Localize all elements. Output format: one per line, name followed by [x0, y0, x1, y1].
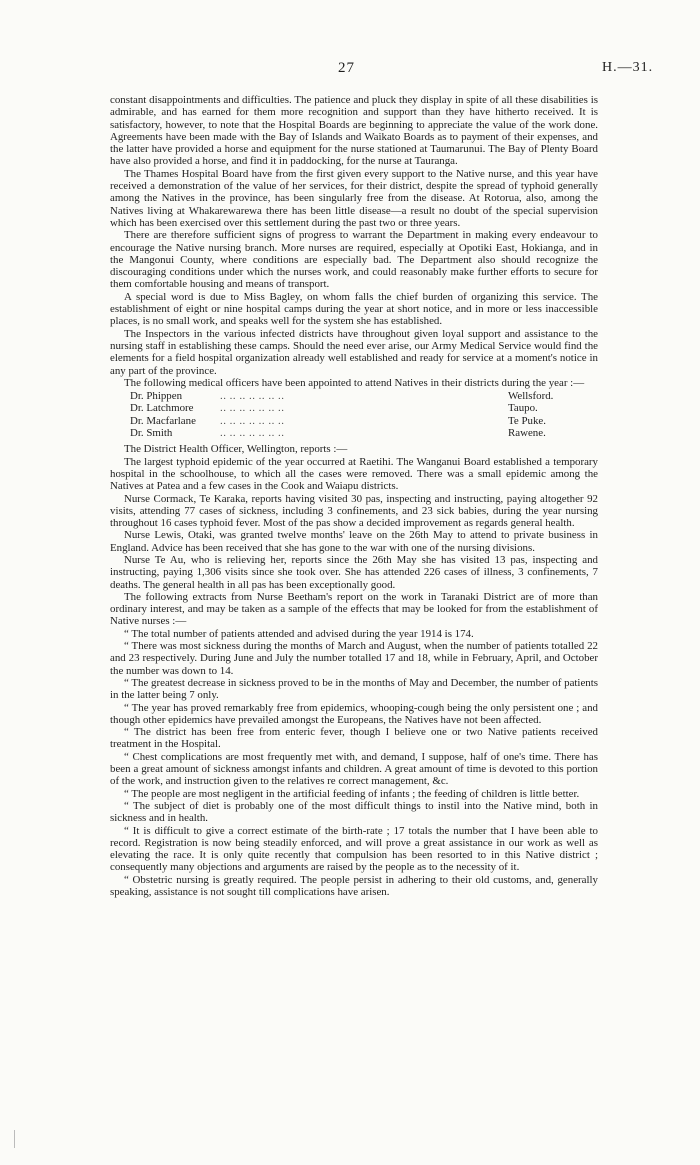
quoted-paragraph: “ The total number of patients attended and advised during the year 1914 is 174. — [124, 627, 474, 640]
paragraph: Nurse Te Au, who is relieving her, reports since the 26th May she has visited 13 pas, inspecting and instructing, paying 1,306 visits since she took over. She has attended 226 cases of illness, 3 confinements, 7 deaths. The general health in all pas has been exceptionally good. — [110, 553, 598, 591]
paragraph: The Inspectors in the various infected districts have throughout given loyal support and assistance to the nursing staff in establishing these camps. Should the need ever arise, our Army Medical Service would find the elements for a field hospital organization already well established and ready for service at a moment's notice in any part of the province. — [110, 327, 598, 377]
paragraph: The largest typhoid epidemic of the year occurred at Raetihi. The Wanganui Board established a temporary hospital in the schoolhouse, to which all the cases were removed. There was a small epidemic among the Natives at Patea and a few cases in the Cook and Waiapu districts. — [110, 455, 598, 493]
page-header — [0, 60, 700, 80]
paragraph: A special word is due to Miss Bagley, on whom falls the chief burden of organizing this service. The establishment of eight or nine hospital camps during the year at short notice, and in more or less inaccessible places, is no small work, and speaks well for the system she has established. — [110, 290, 598, 328]
medical-officers-list — [130, 390, 598, 439]
quoted-paragraph: “ The people are most negligent in the artificial feeding of infants ; the feeding of children is little better. — [124, 787, 580, 800]
quoted-paragraph: “ It is difficult to give a correct estimate of the birth-rate ; 17 totals the number that I have been able to record. Registration is now being steadily enforced, and will prove a great assistance in our work as well as elevating the race. It is only quite recently that compulsion has been resorted to in this Native district ; consequently many objections and arguments are raised by the people as to the necessity of it. — [110, 824, 598, 874]
officer-district: Te Puke. — [508, 414, 546, 427]
leader-dots: .. .. .. .. .. .. .. — [220, 390, 285, 403]
paragraph: The following medical officers have been appointed to attend Natives in their districts during the year :— — [124, 376, 585, 389]
leader-dots: .. .. .. .. .. .. .. — [220, 427, 285, 440]
quoted-paragraph: “ Chest complications are most frequently met with, and demand, I suppose, half of one's time. There has been a great amount of sickness amongst infants and children. A great amount of time is devoted to this portion of the work, and instruction given to the relatives re correct management, &c. — [110, 750, 598, 788]
officer-district: Taupo. — [508, 402, 538, 415]
paragraph: Nurse Cormack, Te Karaka, reports having visited 30 pas, inspecting and instructing, paying altogether 92 visits, attending 77 cases of sickness, including 3 confinements, and 23 sick babies, during the year nursing throughout 16 cases typhoid fever. Most of the pas show a decided improvement as regards general health. — [110, 492, 598, 530]
list-item — [130, 427, 598, 439]
page-number: 27 — [338, 60, 355, 76]
leader-dots: .. .. .. .. .. .. .. — [220, 414, 285, 427]
body-text — [110, 94, 598, 898]
paragraph: Nurse Lewis, Otaki, was granted twelve months' leave on the 26th May to attend to private business in England. Advice has been received that she has gone to the war with one of the nursing divisions. — [110, 529, 598, 554]
paragraph: The Thames Hospital Board have from the first given every support to the Native nurse, and this year have received a demonstration of the value of her services, for their district, despite the spread of typhoid generally among the Natives in the province, has been singularly free from the disease. At Rotorua, also, among the Natives living at Whakarewarewa there has been little disease—a result no doubt of the special supervision which has been exercised over this settlement during the past two or three years. — [110, 167, 598, 229]
paragraph: constant disappointments and difficulties. The patience and pluck they display in spite of all these disabilities is admirable, and has earned for them more recognition and support than they have hitherto received. It is satisfactory, however, to note that the Hospital Boards are beginning to appreciate the value of the work done. Agreements have been made with the Bay of Islands and Waikato Boards as to payment of their expenses, and the latter have provided a horse and equipment for the nurse stationed at Taumarunui. The Bay of Plenty Board have also provided a horse, and find it in paddocking, for the nurse at Tauranga. — [110, 94, 598, 168]
list-item — [130, 390, 598, 402]
paragraph: There are therefore sufficient signs of progress to warrant the Department in making every endeavour to encourage the Native nursing branch. More nurses are required, especially at Opotiki East, Hokianga, and in the Mangonui County, where conditions are especially bad. The Department also should recognize the discouraging conditions under which the nurses work, and could reasonably make further efforts to secure for them comfortable housing and means of transport. — [110, 229, 598, 291]
leader-dots: .. .. .. .. .. .. .. — [220, 402, 285, 415]
list-item — [130, 415, 598, 427]
officer-name: Dr. Phippen — [130, 390, 183, 403]
paragraph: The District Health Officer, Wellington, reports :— — [124, 443, 348, 456]
quoted-paragraph: “ The subject of diet is probably one of the most difficult things to instil into the Native mind, both in sickness and in health. — [110, 799, 598, 825]
quoted-paragraph: “ The district has been free from enteric fever, though I believe one or two Native patients received treatment in the Hospital. — [110, 726, 598, 751]
officer-district: Rawene. — [508, 427, 546, 440]
paragraph: The following extracts from Nurse Beetham's report on the work in Taranaki District are of more than ordinary interest, and may be taken as a sample of the effects that may be looked for from the establishment of Native nurses :— — [110, 590, 598, 628]
quoted-paragraph: “ The year has proved remarkably free from epidemics, whooping-cough being the only persistent one ; and though other epidemics have prevailed amongst the Europeans, the Natives have not been affected. — [110, 701, 598, 726]
list-item — [130, 402, 598, 414]
officer-name: Dr. Latchmore — [130, 402, 194, 415]
quoted-paragraph: “ There was most sickness during the months of March and August, when the number of patients totalled 22 and 23 respectively. During June and July the number totalled 17 and 18, while in February, April, and October the number was down to 14. — [110, 640, 598, 677]
document-reference: H.—31. — [602, 60, 654, 75]
quoted-paragraph: “ The greatest decrease in sickness proved to be in the months of May and December, the number of patients in the latter being 7 only. — [110, 676, 598, 702]
scan-edge-mark — [14, 1130, 15, 1148]
officer-name: Dr. Smith — [130, 427, 173, 440]
quoted-paragraph: “ Obstetric nursing is greatly required. The people persist in adhering to their old customs, and, generally speaking, assistance is not sought till complications have arisen. — [110, 873, 598, 898]
officer-name: Dr. Macfarlane — [130, 414, 196, 427]
officer-district: Wellsford. — [508, 390, 554, 403]
